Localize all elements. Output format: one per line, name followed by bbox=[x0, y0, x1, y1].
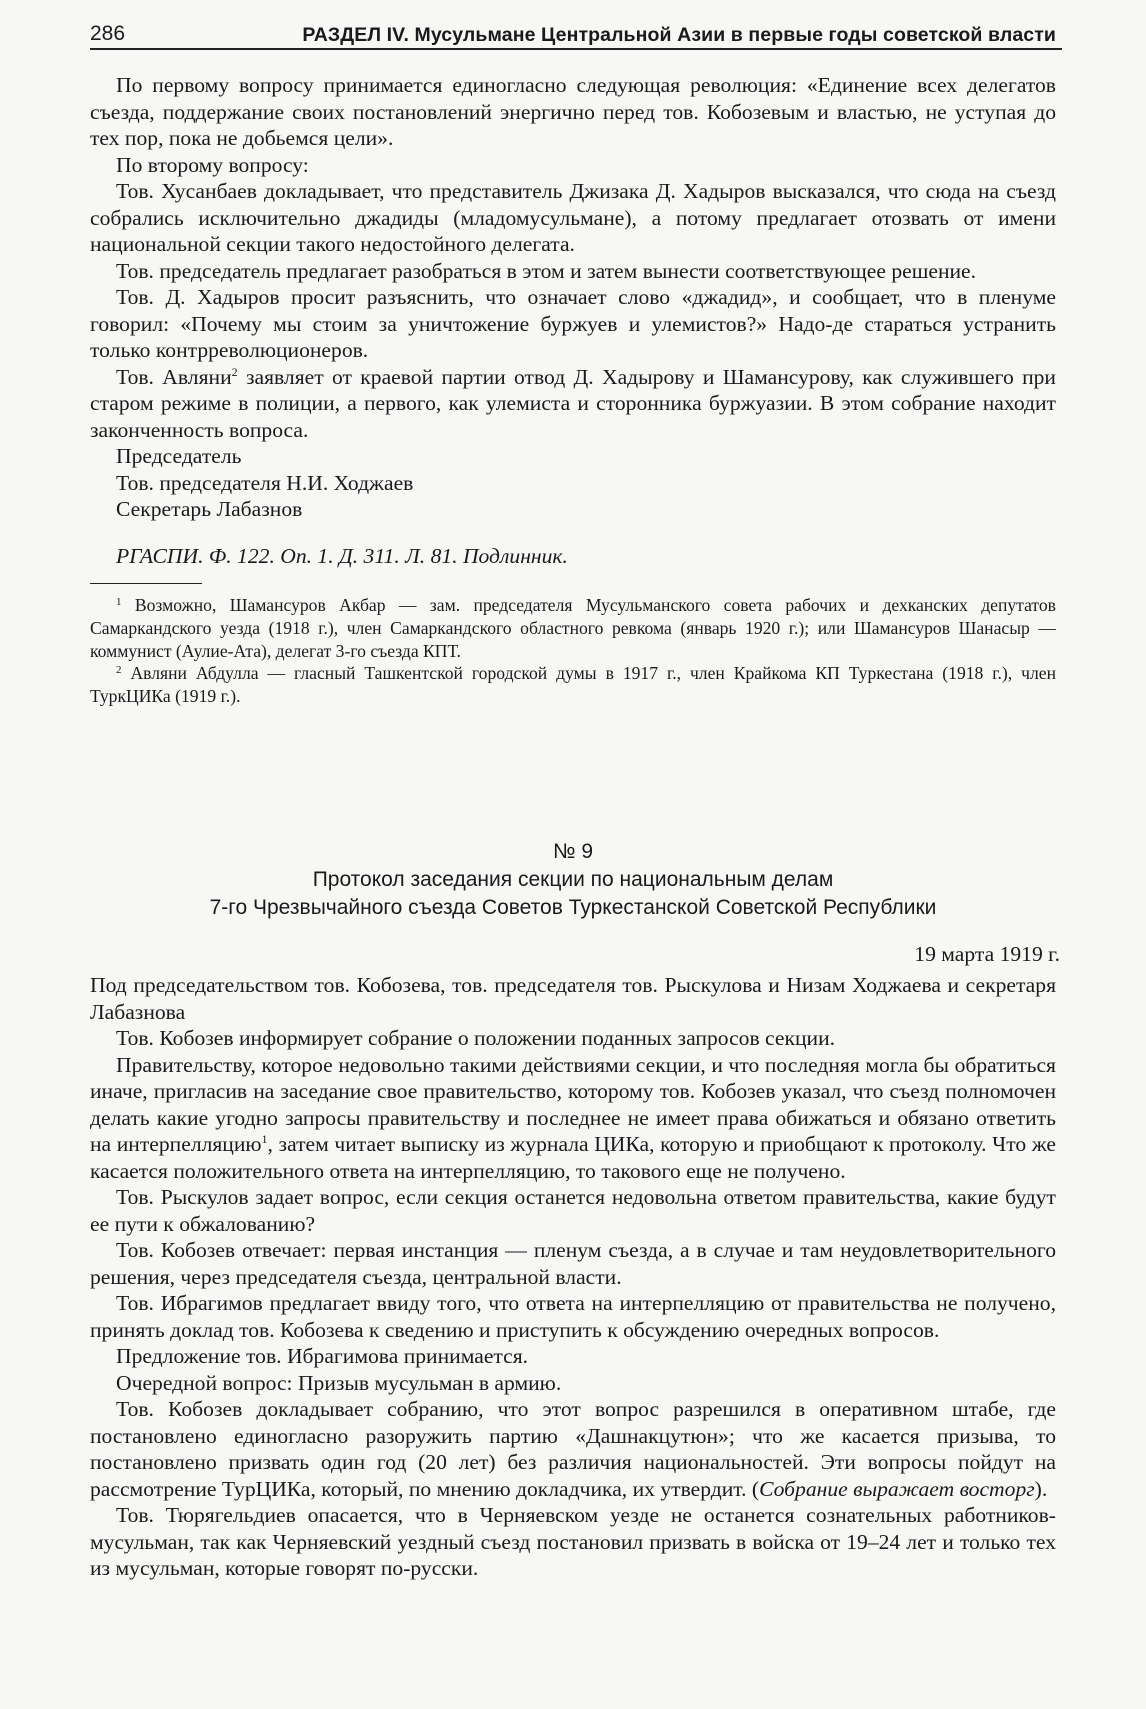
paragraph: Тов. Ибрагимов предлагает ввиду того, что ответа на интерпелляцию от правительства не получено, принять доклад тов. Кобозева к сведению и приступить к обсуждению очередных вопросов. bbox=[90, 1291, 1056, 1342]
page-number: 286 bbox=[90, 22, 126, 45]
paragraph-text: Тов. Кобозев докладывает собранию, что этот вопрос разрешился в оперативном штабе, где постановлено единогласно разоружить партию «Дашнакцутюн»; что же касается призыва, то постановлено призвать один год (20 лет) без различия национальностей. Эти вопросы пойдут на рассмотрение ТурЦИКа, который, по мнению докладчика, их утвердит. ( bbox=[90, 1397, 1056, 1501]
paragraph-text: Правительству, которое недовольно такими действиями секции, и что последняя могла бы обратиться иначе, пригласив на заседание свое правительство, которому тов. Кобозев указал, что съезд полномочен делать какие угодно запросы правительству и последнее не имеет права обижаться и обязано ответить на интерпелляцию bbox=[90, 1052, 1056, 1156]
footnote-number: 2 bbox=[116, 664, 122, 677]
signature-line: Тов. председателя Н.И. Ходжаев bbox=[116, 470, 414, 495]
document-title-line: 7-го Чрезвычайного съезда Советов Туркестанской Советской Республики bbox=[209, 896, 937, 919]
paragraph-text: заявляет от краевой партии отвод Д. Хадырову и Шамансурову, как служившего при старом режиме в полиции, а первого, как улемиста и сторонника буржуазии. В этом собрание находит законченность вопроса. bbox=[90, 364, 1056, 442]
paragraph: Тов. Кобозев отвечает: первая инстанция — пленум съезда, а в случае и там неудовлетворительного решения, через председателя съезда, центральной власти. bbox=[90, 1238, 1056, 1289]
upper-text-block bbox=[90, 72, 1056, 708]
footnote bbox=[90, 594, 1056, 662]
paragraph-text: ). bbox=[1034, 1476, 1048, 1501]
signature-line: Секретарь Лабазнов bbox=[116, 497, 303, 521]
paragraph: Очередной вопрос: Призыв мусульман в армию. bbox=[116, 1370, 562, 1395]
paragraph-text: , затем читает выписку из журнала ЦИКа, которую и приобщают к протоколу. Что же касается положительного ответа на интерпелляцию, то такового еще не получено. bbox=[90, 1132, 1056, 1183]
paragraph: Тов. Хусанбаев докладывает, что представитель Джизака Д. Хадыров высказался, что сюда на съезд собрались исключительно джадиды (младомусульмане), а потому предлагает отозвать от имени национальной секции такого недостойного делегата. bbox=[90, 179, 1056, 256]
paragraph bbox=[90, 1052, 1056, 1185]
footnote-text: Авляни Абдулла — гласный Ташкентской городской думы в 1917 г., член Крайкома КП Туркестана (1918 г.), член ТуркЦИКа (1919 г.). bbox=[90, 663, 1056, 707]
document-date: 19 марта 1919 г. bbox=[914, 942, 1060, 966]
document-number: № 9 bbox=[552, 840, 594, 863]
signature-line: Председатель bbox=[116, 444, 242, 468]
footnote-text: Возможно, Шамансуров Акбар — зам. председателя Мусульманского совета рабочих и дехканских депутатов Самаркандского уезда (1918 г.), член Самаркандского областного ревкома (январь 1920 г.); или Шамансуров Шанасыр — коммунист (Аулие-Ата), делегат 3-го съезда КПТ. bbox=[90, 595, 1056, 661]
paragraph: По второму вопросу: bbox=[116, 152, 309, 177]
lower-text-block bbox=[90, 972, 1056, 1582]
paragraph bbox=[90, 1396, 1056, 1502]
paragraph: Предложение тов. Ибрагимова принимается. bbox=[116, 1344, 529, 1368]
footnote-separator bbox=[90, 583, 202, 584]
paragraph: Тов. Кобозев информирует собрание о положении поданных запросов секции. bbox=[116, 1026, 836, 1050]
paragraph: По первому вопросу принимается единогласно следующая революция: «Единение всех делегатов съезда, поддержание своих постановлений энергично перед тов. Кобозевым и властью, не уступая до тех пор, пока не добьемся цели». bbox=[90, 73, 1056, 150]
footnote-number: 1 bbox=[116, 596, 122, 608]
footnote-marker: 1 bbox=[261, 1132, 268, 1146]
italic-remark: Собрание выражает восторг bbox=[759, 1476, 1035, 1501]
paragraph-text: Тов. Авляни bbox=[116, 364, 232, 389]
paragraph: Тов. председатель предлагает разобраться в этом и затем вынести соответствующее решение. bbox=[116, 258, 977, 283]
archive-reference: РГАСПИ. Ф. 122. Оп. 1. Д. 311. Л. 81. Подлинник. bbox=[116, 543, 568, 568]
section-title: РАЗДЕЛ IV. Мусульмане Центральной Азии в первые годы советской власти bbox=[302, 24, 1056, 46]
paragraph bbox=[90, 364, 1056, 444]
paragraph: Тов. Д. Хадыров просит разъяснить, что означает слово «джадид», и сообщает, что в пленуме говорил: «Почему мы стоим за уничтожение буржуев и улемистов?» Надо-де стараться устранить только контрреволюционеров. bbox=[90, 285, 1056, 362]
document-heading bbox=[90, 838, 1056, 922]
document-title-line: Протокол заседания секции по национальным делам bbox=[312, 868, 834, 891]
footnote-marker: 2 bbox=[231, 364, 238, 379]
paragraph: Тов. Рыскулов задает вопрос, если секция останется недовольна ответом правительства, какие будут ее пути к обжалованию? bbox=[90, 1185, 1056, 1236]
paragraph: Под председательством тов. Кобозева, тов. председателя тов. Рыскулова и Низам Ходжаева и секретаря Лабазнова bbox=[90, 973, 1056, 1024]
footnote bbox=[90, 662, 1056, 708]
running-header bbox=[90, 14, 1062, 50]
paragraph: Тов. Тюрягельдиев опасается, что в Черняевском уезде не останется сознательных работников-мусульман, так как Черняевский уездный съезд постановил призвать в войска от 19–24 лет и только тех из мусульман, которые говорят по-русски. bbox=[90, 1503, 1056, 1580]
